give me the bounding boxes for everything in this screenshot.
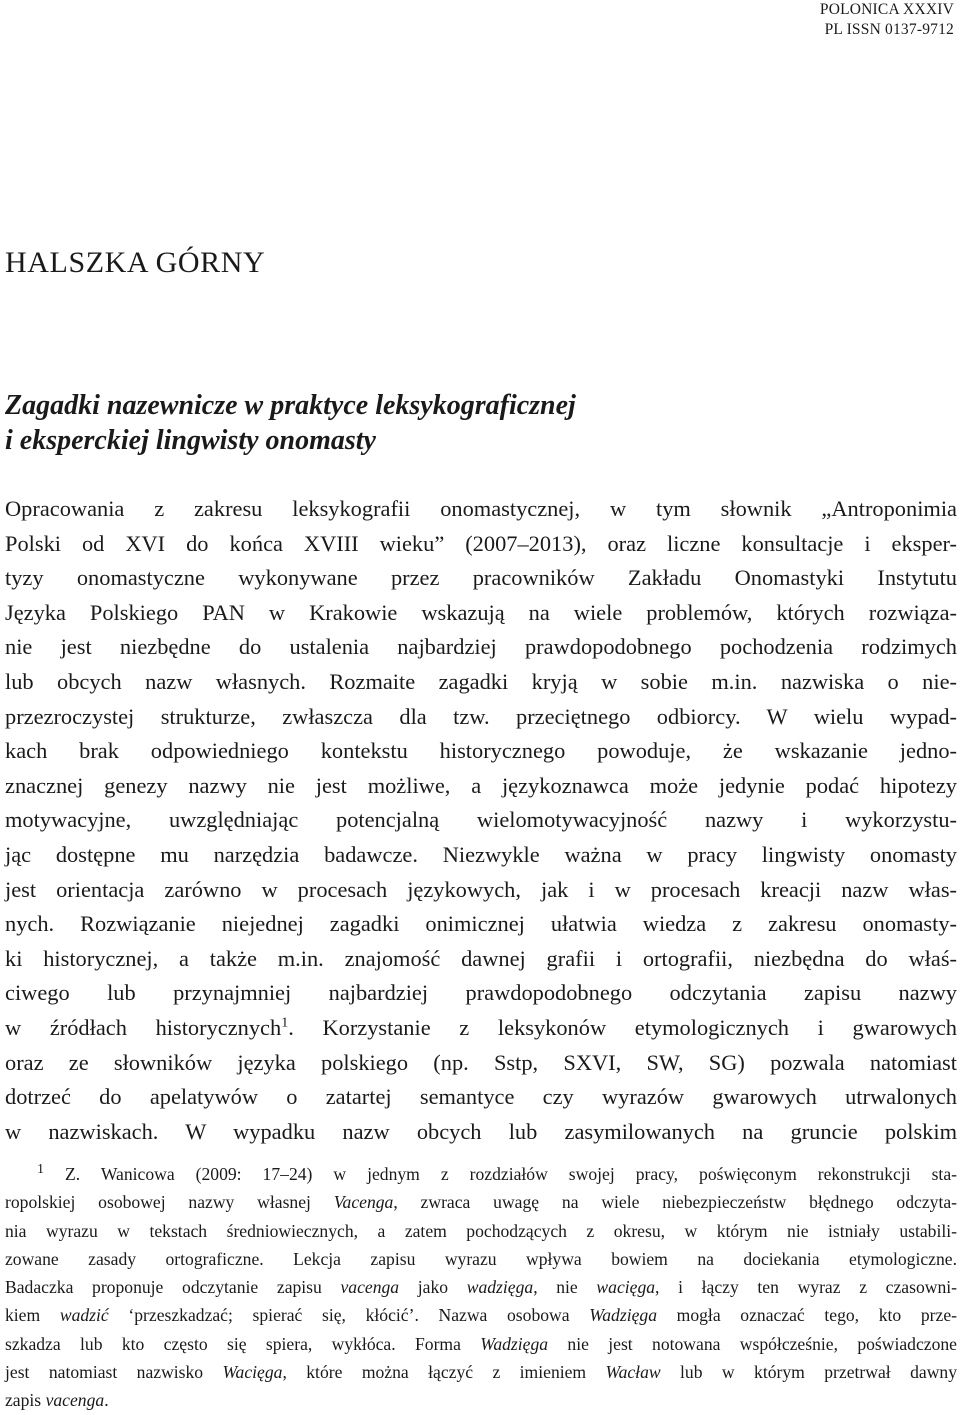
body-line: Opracowania z zakresu leksykografii onomastycznej, w tym słownik „Antroponimia [5, 496, 957, 521]
footnote-text: Badaczka proponuje odczytanie zapisu [5, 1277, 341, 1298]
footnote-text: , zwraca uwagę na wiele niebezpieczeństw błędnego odczyta- [393, 1192, 957, 1213]
footnote-text: Z. Wanicowa (2009: 17–24) w jednym z rozdziałów swojej pracy, poświęconym rekonstrukcji sta- [65, 1164, 957, 1184]
body-line: znacznej genezy nazwy nie jest możliwe, a językoznawca może jedynie podać hipotezy [5, 772, 957, 798]
footnote-line [5, 1160, 957, 1188]
footnote-text: ropolskiej osobowej nazwy własnej [5, 1192, 334, 1213]
footnote-italic: vacenga [340, 1277, 400, 1298]
title-line-1: Zagadki nazewnicze w praktyce leksykograficznej [5, 390, 576, 421]
footnote-text: nie jest notowana współcześnie, poświadczone [548, 1333, 957, 1354]
footnote-text: , i łączy ten wyraz z czasowni- [655, 1277, 957, 1298]
footnote-text: ‘przeszkadzać; spierać się, kłócić’. Nazwa osobowa [108, 1305, 590, 1326]
body-line: nych. Rozwiązanie niejednej zagadki onimicznej ułatwia wiedza z zakresu onomasty- [5, 911, 957, 937]
footnote-text: jest natomiast nazwisko [5, 1362, 223, 1383]
footnote-italic: Vacenga [333, 1192, 394, 1213]
footnote-italic: Wadzięga [480, 1333, 549, 1354]
footnote-number: 1 [37, 1162, 44, 1178]
footnote-line [5, 1358, 957, 1386]
footnote-line [5, 1386, 957, 1414]
title-line-2: i eksperckiej lingwisty onomasty [5, 425, 376, 456]
body-line: oraz ze słowników języka polskiego (np. Sstp, SXVI, SW, SG) pozwala natomiast [5, 1049, 957, 1075]
footnote-line [5, 1330, 957, 1358]
footnote-text: lub w którym przetrwał dawny [660, 1362, 957, 1383]
footnote-italic: wacięga [596, 1277, 656, 1298]
body-line: tyzy onomastyczne wykonywane przez pracowników Zakładu Onomastyki Instytutu [5, 565, 957, 591]
footnote-line: nia wyrazu w tekstach średniowiecznych, a zatem pochodzących z okresu, w którym nie istniały ustabili- [5, 1220, 957, 1241]
footnote-text: , nie [533, 1277, 597, 1298]
body-line: kach brak odpowiedniego kontekstu historycznego powoduje, że wskazanie jedno- [5, 738, 957, 764]
body-line: motywacyjne, uwzględniając potencjalną wielomotywacyjność nazwy i wykorzystu- [5, 807, 957, 833]
body-line [5, 1011, 957, 1046]
footnote-text: kiem [5, 1305, 60, 1326]
footnote-text: zapis [5, 1390, 46, 1411]
footnote-text: mogła oznaczać tego, kto prze- [657, 1305, 958, 1326]
footnote-italic: wadzięga [466, 1277, 534, 1298]
body-line: przezroczystej strukturze, zwłaszcza dla tzw. przeciętnego odbiorcy. W wielu wypad- [5, 703, 957, 729]
body-line: ciwego lub przynajmniej najbardziej prawdopodobnego odczytania zapisu nazwy [5, 980, 957, 1006]
footnote-text: . [104, 1390, 109, 1411]
journal-name: POLONICA XXXIV [819, 1, 954, 18]
article-body [5, 492, 957, 1149]
footnote-italic: Wacięga [222, 1362, 283, 1383]
footnote-line [5, 1301, 957, 1329]
footnote-line: zowane zasady ortograficzne. Lekcja zapisu wyrazu wpływa bowiem na dociekania etymologiczne. [5, 1248, 957, 1269]
body-line: w nazwiskach. W wypadku nazw obcych lub zasymilowanych na gruncie polskim [5, 1118, 957, 1144]
body-line: lub obcych nazw własnych. Rozmaite zagadki kryją w sobie m.in. nazwiska o nie- [5, 668, 957, 694]
footnote-reference: 1 [281, 1015, 289, 1031]
body-text-fragment: . Korzystanie z leksykonów etymologicznych i gwarowych [288, 1014, 957, 1040]
issn-number: PL ISSN 0137-9712 [824, 21, 954, 38]
body-line: Polski od XVI do końca XVIII wieku” (2007–2013), oraz liczne konsultacje i eksper- [5, 530, 957, 556]
body-line: dotrzeć do apelatywów o zatartej semantyce czy wyrazów gwarowych utrwalonych [5, 1084, 957, 1110]
author-name: HALSZKA GÓRNY [5, 246, 266, 279]
footnote-section [5, 1160, 957, 1415]
footnote-italic: vacenga [45, 1390, 105, 1411]
footnote-line [5, 1188, 957, 1216]
footnote-italic: wadzić [59, 1305, 109, 1326]
article-title [5, 388, 576, 458]
body-line: ki historycznej, a także m.in. znajomość dawnej grafii i ortografii, niezbędna do właś- [5, 945, 957, 971]
body-text-fragment: w źródłach historycznych [5, 1014, 282, 1040]
footnote-italic: Wadzięga [589, 1305, 657, 1326]
footnote-text: szkadza lub kto często się spiera, wykłóca. Forma [5, 1333, 481, 1354]
body-line: jąc dostępne mu narzędzia badawcze. Niezwykle ważna w pracy lingwisty onomasty [5, 841, 957, 867]
running-header [820, 0, 954, 40]
footnote-text: jako [399, 1277, 467, 1298]
footnote-italic: Wacław [605, 1362, 661, 1383]
body-line: nie jest niezbędne do ustalenia najbardziej prawdopodobnego pochodzenia rodzimych [5, 634, 957, 660]
body-line: jest orientacja zarówno w procesach językowych, jak i w procesach kreacji nazw włas- [5, 876, 957, 902]
body-line: Języka Polskiego PAN w Krakowie wskazują na wiele problemów, których rozwiąza- [5, 599, 957, 625]
footnote-text: , które można łączyć z imieniem [282, 1362, 606, 1383]
footnote-line [5, 1273, 957, 1301]
